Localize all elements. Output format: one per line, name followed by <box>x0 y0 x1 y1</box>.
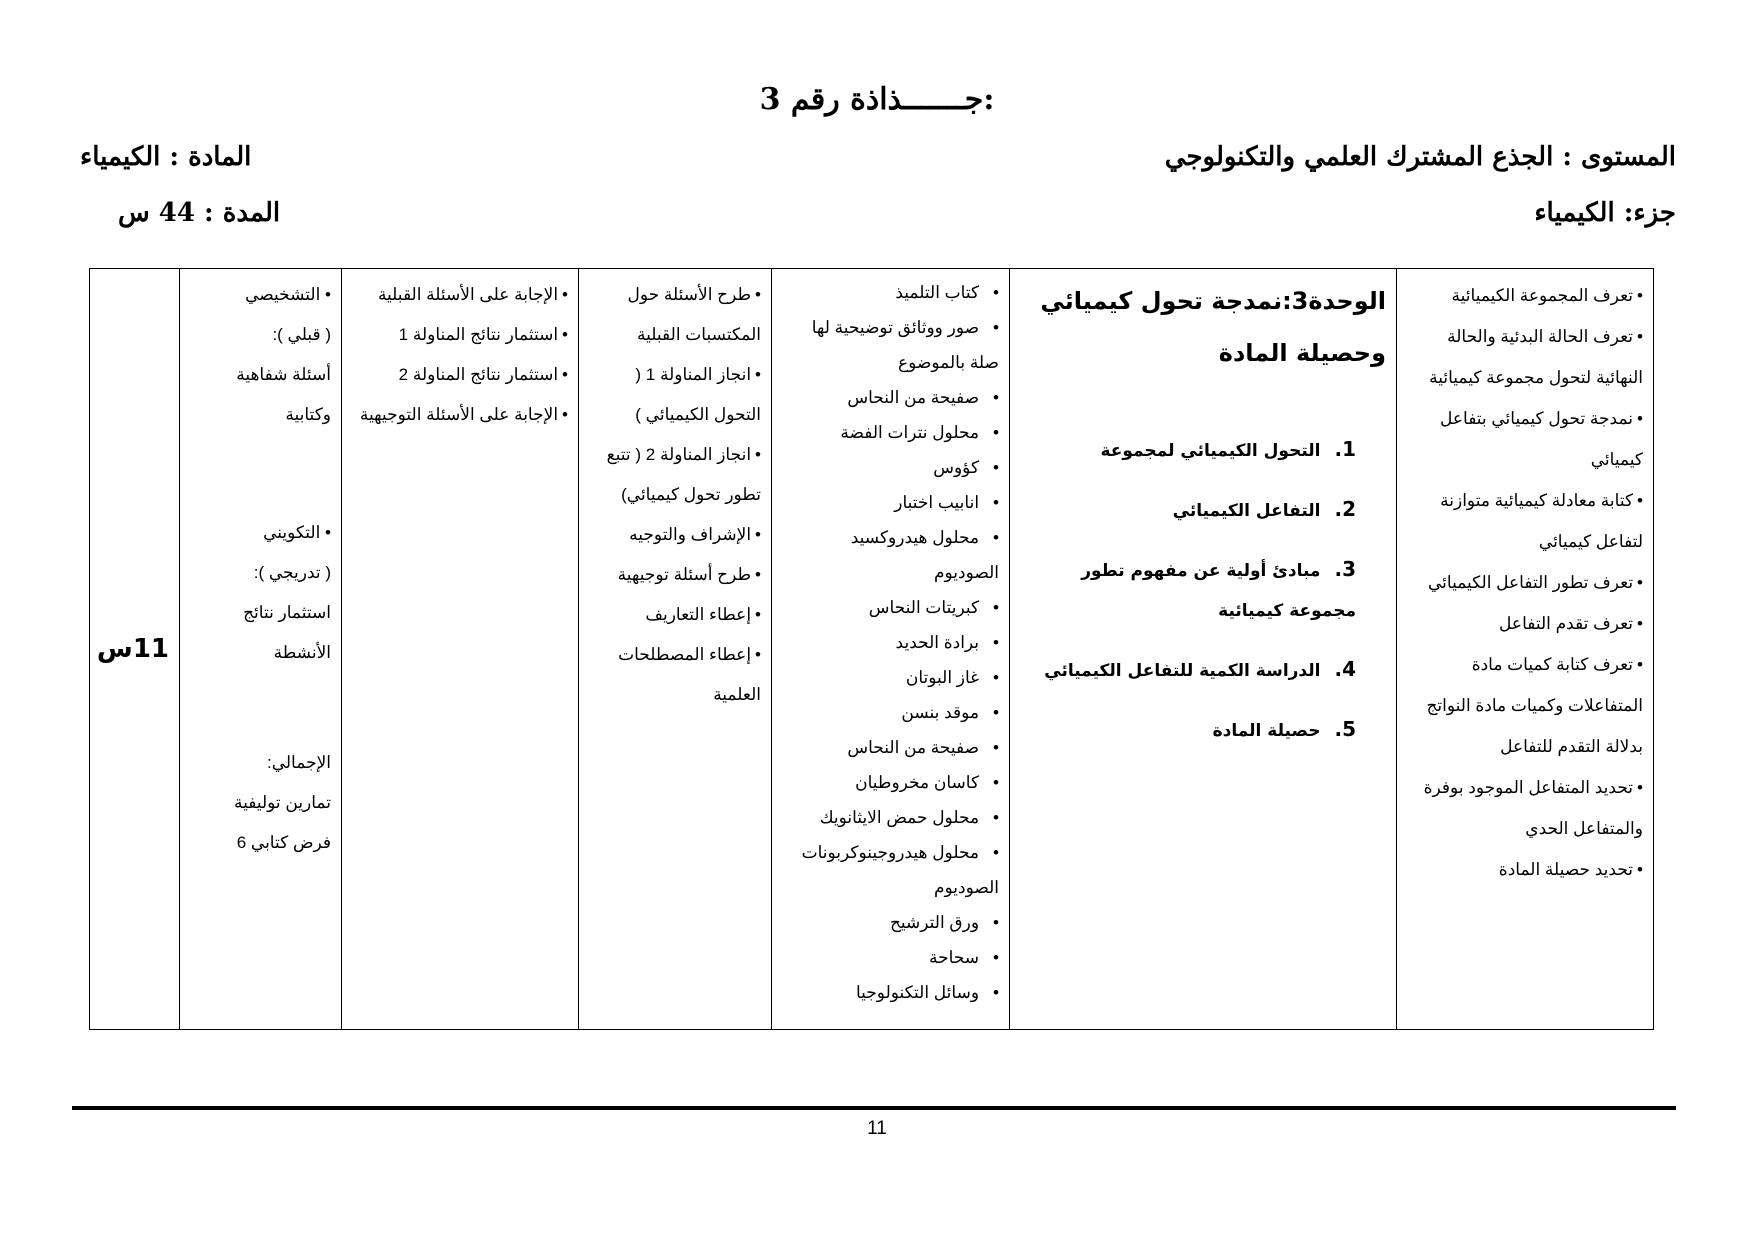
lesson-table <box>89 268 1654 1030</box>
material-item: • موقد بنسن <box>782 695 999 730</box>
topics-list <box>1020 429 1386 751</box>
bullet-icon: • <box>320 523 331 542</box>
learner-activity-item: • الإجابة على الأسئلة القبلية <box>352 275 568 315</box>
evaluation-summative <box>190 743 331 863</box>
material-item: • غاز البوتان <box>782 660 999 695</box>
objective-item: • كتابة معادلة كيميائية متوازنة لتفاعل كيميائي <box>1407 480 1643 562</box>
topic-item <box>1020 549 1356 631</box>
part-label: جزء: الكيمياء <box>1534 198 1676 228</box>
material-item: • محلول هيدروكسيد الصوديوم <box>782 520 999 590</box>
topic-number: 4. <box>1334 657 1356 681</box>
duration-value: 44 س <box>118 198 195 228</box>
material-item: • محلول نترات الفضة <box>782 415 999 450</box>
material-item: • كتاب التلميذ <box>782 275 999 310</box>
diagnostic-desc: أسئلة شفاهية وكتابية <box>236 365 331 424</box>
topic-number: 1. <box>1334 437 1356 461</box>
duration-label-text: المدة : <box>204 198 281 228</box>
diagnostic-type: ( قبلي ): <box>272 325 331 344</box>
objectives-cell <box>1397 269 1654 1030</box>
teacher-activities-cell <box>579 269 772 1030</box>
footer-divider <box>72 1106 1676 1110</box>
objective-item: • تحديد المتفاعل الموجود بوفرة والمتفاعل الحدي <box>1407 767 1643 849</box>
evaluation-formative <box>190 513 331 673</box>
material-item: • انابيب اختبار <box>782 485 999 520</box>
subject-label: المادة : الكيمياء <box>80 142 252 172</box>
evaluation-diagnostic <box>190 275 331 435</box>
materials-list <box>782 275 999 1010</box>
topic-item <box>1020 429 1356 471</box>
unit-cell <box>1010 269 1397 1030</box>
learner-activities-list <box>352 275 568 435</box>
objective-item: • تعرف تطور التفاعل الكيميائي <box>1407 562 1643 603</box>
objective-item: • تعرف المجموعة الكيميائية <box>1407 275 1643 316</box>
hours-cell: 11س <box>90 269 180 1030</box>
teacher-activity-item: • انجاز المناولة 1 ( التحول الكيميائي ) <box>589 355 761 435</box>
teacher-activity-item: • طرح الأسئلة حول المكتسبات القبلية <box>589 275 761 355</box>
material-item: • كبريتات النحاس <box>782 590 999 625</box>
formative-label: التكويني <box>263 523 321 542</box>
material-item: • ورق الترشيح <box>782 905 999 940</box>
unit-title: الوحدة3:نمدجة تحول كيميائي وحصيلة المادة <box>1040 287 1386 367</box>
topic-text: مبادئ أولية عن مفهوم تطور مجموعة كيميائية <box>1081 561 1356 621</box>
material-item: • محلول حمض الايثانويك <box>782 800 999 835</box>
objective-item: • نمدجة تحول كيميائي بتفاعل كيميائي <box>1407 398 1643 480</box>
materials-cell <box>772 269 1010 1030</box>
summative-desc-2: فرض كتابي 6 <box>236 833 331 852</box>
duration-label <box>118 198 280 228</box>
teacher-activity-item: • انجاز المناولة 2 ( تتبع تطور تحول كيميائي) <box>589 435 761 515</box>
topic-item <box>1020 649 1356 691</box>
objective-item: • تعرف تقدم التفاعل <box>1407 603 1643 644</box>
formative-type: ( تدريجي ): <box>253 563 331 582</box>
topic-item <box>1020 489 1356 531</box>
bullet-icon: • <box>320 285 331 304</box>
summative-label: الإجمالي: <box>266 753 331 772</box>
material-item: • كؤوس <box>782 450 999 485</box>
learner-activity-item: • استثمار نتائج المناولة 2 <box>352 355 568 395</box>
topic-text: التحول الكيميائي لمجموعة <box>1100 441 1321 461</box>
material-item: • صور ووثائق توضيحية لها صلة بالموضوع <box>782 310 999 380</box>
formative-desc: استثمار نتائج الأنشطة <box>243 603 331 662</box>
objective-item: • تحديد حصيلة المادة <box>1407 849 1643 890</box>
learner-activity-item: • الإجابة على الأسئلة التوجيهية <box>352 395 568 435</box>
topic-text: التفاعل الكيميائي <box>1172 501 1321 521</box>
page-title: جـــــــذاذة رقم 3: <box>759 82 995 117</box>
teacher-activity-item: • الإشراف والتوجيه <box>589 515 761 555</box>
material-item: • سحاحة <box>782 940 999 975</box>
material-item: • صفيحة من النحاس <box>782 730 999 765</box>
topic-text: الدراسة الكمية للتفاعل الكيميائي <box>1044 661 1321 681</box>
topic-item <box>1020 709 1356 751</box>
summative-desc-1: تمارين توليفية <box>233 793 331 812</box>
objective-item: • تعرف كتابة كميات مادة المتفاعلات وكميات مادة النواتج بدلالة التقدم للتفاعل <box>1407 644 1643 767</box>
evaluation-cell <box>180 269 342 1030</box>
objectives-list <box>1407 275 1643 890</box>
level-label: المستوى : الجذع المشترك العلمي والتكنولوجي <box>1164 142 1676 172</box>
topic-number: 3. <box>1334 557 1356 581</box>
topic-text: حصيلة المادة <box>1212 721 1321 741</box>
material-item: • محلول هيدروجينوكربونات الصوديوم <box>782 835 999 905</box>
teacher-activity-item: • طرح أسئلة توجيهية <box>589 555 761 595</box>
material-item: • كاسان مخروطيان <box>782 765 999 800</box>
material-item: • برادة الحديد <box>782 625 999 660</box>
learner-activity-item: • استثمار نتائج المناولة 1 <box>352 315 568 355</box>
diagnostic-label: التشخيصي <box>245 285 321 304</box>
objective-item: • تعرف الحالة البدئية والحالة النهائية لتحول مجموعة كيميائية <box>1407 316 1643 398</box>
topic-number: 5. <box>1334 717 1356 741</box>
material-item: • صفيحة من النحاس <box>782 380 999 415</box>
teacher-activity-item: • إعطاء التعاريف <box>589 595 761 635</box>
topic-number: 2. <box>1334 497 1356 521</box>
teacher-activities-list <box>589 275 761 715</box>
page-number: 11 <box>867 1118 887 1139</box>
material-item: • وسائل التكنولوجيا <box>782 975 999 1010</box>
learner-activities-cell <box>342 269 579 1030</box>
teacher-activity-item: • إعطاء المصطلحات العلمية <box>589 635 761 715</box>
